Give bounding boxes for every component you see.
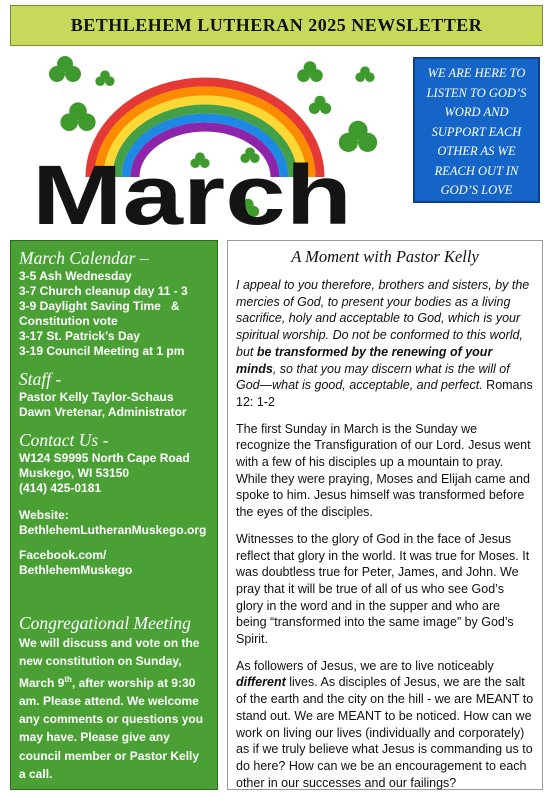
meeting-text-part: We will discuss and vote on the new constitution on Sunday, March 9 (19, 636, 200, 690)
meeting-text-part: , after worship at 9:30 am. Please attend. We welcome any comments or questions you may have. Please give any council member or Pastor Kelly a call. (19, 675, 204, 782)
calendar-heading: March Calendar – (19, 248, 149, 268)
calendar-item: 3-7 Church cleanup day 11 - 3 (19, 284, 188, 298)
calendar-item: 3-9 Daylight Saving Time & (19, 299, 180, 313)
article-text: lives. As disciples of Jesus, we are the salt of the earth and the city on the hill - we are MEANT to stand out. We are MEANT to be noticed. How can we work on living our lives (individually and corporately) as if we truly believe what Jesus is commanding us to do here? How can we be an encouragement to each other in our successes and our failings? (236, 675, 534, 790)
contact-heading: Contact Us - (19, 430, 109, 450)
march-hero-image (20, 52, 390, 232)
mission-line: OTHER AS WE (437, 144, 516, 158)
article-paragraph (236, 658, 534, 792)
contact-line: W124 S9995 North Cape Road (19, 451, 190, 465)
mission-statement-box (413, 57, 540, 203)
scripture-quote-bold: be transformed by the renewing of your minds (236, 344, 493, 376)
calendar-item: 3-5 Ash Wednesday (19, 269, 132, 283)
article-paragraph: The first Sunday in March is the Sunday we recognize the Transfiguration of our Lord. Jesus went with a few of his disciples up a mountain to pray. While they were praying, Moses and Elijah came and spoke to him. Jesus himself was transformed before the eyes of the disciples. (236, 421, 531, 520)
staff-member: Dawn Vretenar, Administrator (19, 405, 187, 419)
meeting-text (19, 634, 209, 783)
website-label: Website: (19, 508, 69, 522)
mission-line: WORD AND (444, 105, 509, 119)
pastor-article (227, 240, 543, 790)
facebook-link-line2[interactable]: BethlehemMuskego (19, 563, 133, 577)
sidebar (10, 240, 218, 790)
meeting-text-superscript: th (64, 674, 72, 684)
calendar-item: 3-17 St. Patrick’s Day (19, 329, 140, 343)
website-link[interactable]: BethlehemLutheranMuskego.org (19, 523, 207, 537)
newsletter-title: BETHLEHEM LUTHERAN 2025 NEWSLETTER (10, 5, 543, 46)
article-title: A Moment with Pastor Kelly (291, 247, 479, 266)
contact-line: Muskego, WI 53150 (19, 466, 130, 480)
article-paragraph: Witnesses to the glory of God in the face of Jesus reflect that glory in the world. It was true for Moses. It was doubtless true for Peter, James, and John. We pray that it will be true of all of us who see God’s glory in the word and in the supper and who are being “transformed into the same image” by God’s Spirit. (236, 531, 530, 647)
calendar-item: 3-19 Council Meeting at 1 pm (19, 344, 185, 358)
mission-line: WE ARE HERE TO (427, 66, 526, 80)
facebook-link-line1[interactable]: Facebook.com/ (19, 548, 107, 562)
calendar-item: Constitution vote (19, 314, 118, 328)
mission-line: LISTEN TO GOD’S (426, 85, 527, 100)
mission-line: GOD’S LOVE (440, 183, 513, 197)
mission-line: SUPPORT EACH (431, 124, 522, 139)
scripture-quote: I appeal to you therefore, brothers and sisters, by the mercies of God, to present your bodies as a living sacrifice, holy and acceptable to God, which is your spiritual worship. Do not be conformed to this world, but (236, 278, 530, 359)
staff-member: Pastor Kelly Taylor-Schaus (19, 390, 174, 404)
scripture-quote: , so that you may discern what is the will of God—what is good, acceptable, and perfect. (236, 361, 510, 393)
contact-line: (414) 425-0181 (19, 481, 102, 495)
scripture-paragraph (236, 277, 534, 411)
meeting-heading: Congregational Meeting (19, 613, 191, 633)
march-word: March (32, 148, 352, 232)
staff-heading: Staff - (19, 369, 62, 389)
article-text: As followers of Jesus, we are to live noticeably (236, 658, 494, 673)
emphasis-different: different (236, 675, 286, 690)
mission-line: REACH OUT IN (434, 163, 519, 178)
scripture-reference: Romans 12: 1-2 (236, 378, 533, 409)
